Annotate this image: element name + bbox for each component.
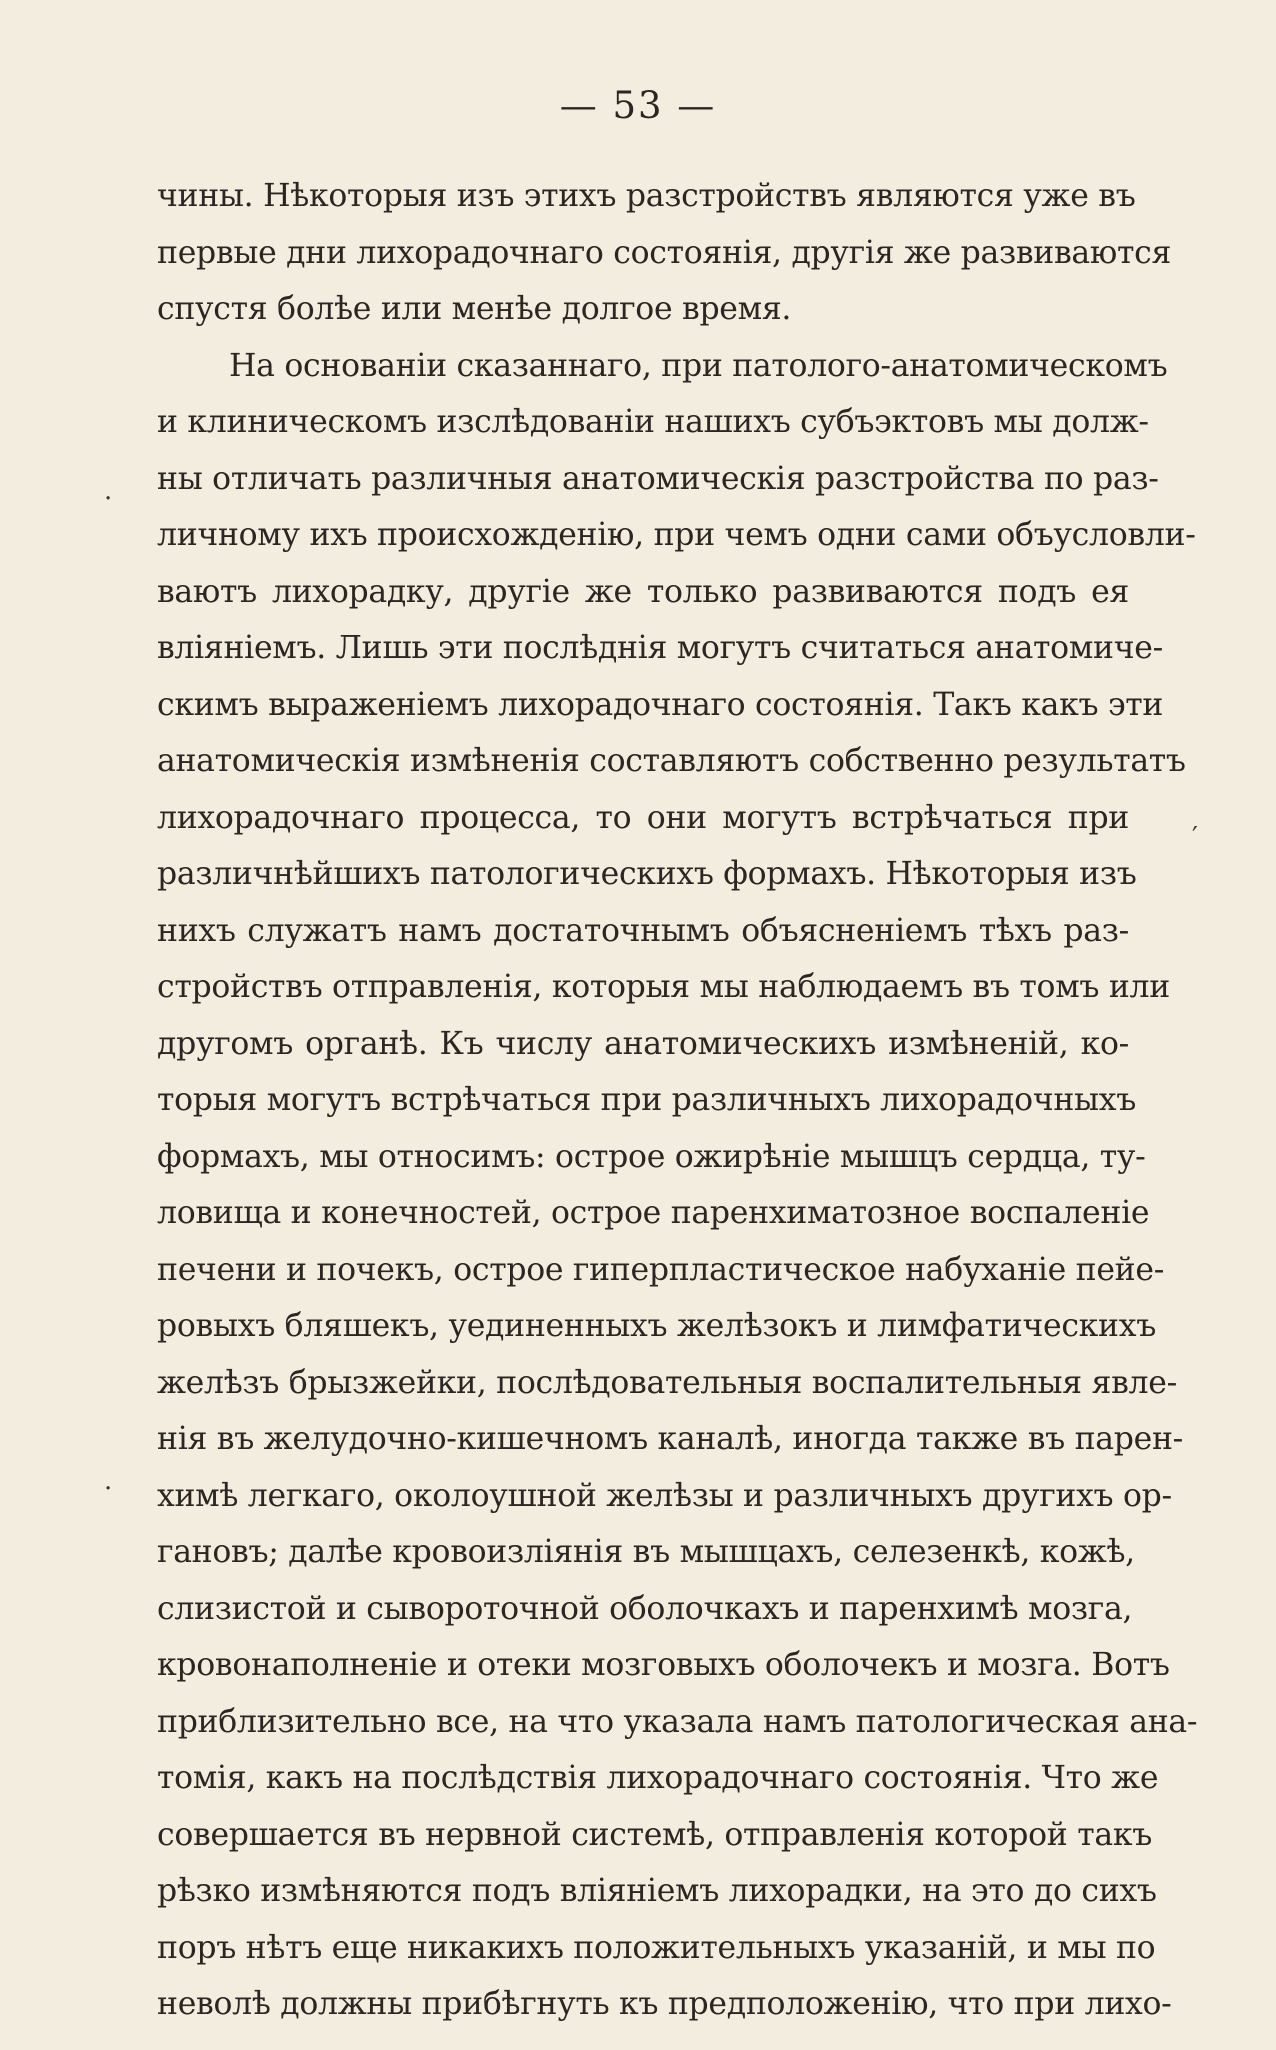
text-line: кровонаполненіе и отеки мозговыхъ оболочекъ и мозга. Вотъ: [157, 1647, 1170, 1683]
text-line: формахъ, мы относимъ: острое ожирѣніе мышцъ сердца, ту-: [157, 1138, 1146, 1175]
text-line: ваютъ лихорадку, другіе же только развиваются подъ ея: [157, 573, 1129, 610]
text-line: печени и почекъ, острое гиперпластическое набуханіе пейе-: [157, 1251, 1165, 1288]
text-line: и клиническомъ изслѣдованіи нашихъ субъэктовъ мы долж-: [157, 404, 1149, 440]
text-line: ровыхъ бляшекъ, уединенныхъ желѣзокъ и лимфатическихъ: [157, 1308, 1156, 1344]
text-line: ны отличать различныя анатомическія разстройства по раз-: [157, 460, 1159, 497]
text-line: желѣзъ брызжейки, послѣдовательныя воспалительныя явле-: [157, 1364, 1177, 1401]
page-number: — 53 —: [559, 84, 717, 127]
text-line: нихъ служатъ намъ достаточнымъ объясненіемъ тѣхъ раз-: [157, 912, 1129, 949]
text-line: личному ихъ происхожденію, при чемъ одни сами объусловли-: [157, 517, 1196, 553]
text-line: скимъ выраженіемъ лихорадочнаго состоянія. Такъ какъ эти: [157, 686, 1164, 723]
text-line: совершается въ нервной системѣ, отправленія которой такъ: [157, 1816, 1152, 1853]
text-line: ловища и конечностей, острое паренхиматозное воспаленіе: [157, 1195, 1150, 1231]
text-line: химѣ легкаго, околоушной желѣзы и различныхъ другихъ ор-: [157, 1477, 1172, 1514]
margin-mark: ·: [104, 484, 113, 514]
margin-mark: ·: [104, 1474, 113, 1504]
text-line: спустя болѣе или менѣе долгое время.: [157, 291, 792, 327]
text-line: неволѣ должны прибѣгнуть къ предположенію, что при лихо-: [157, 1986, 1172, 2022]
text-line: поръ нѣтъ еще никакихъ положительныхъ указаній, и мы по: [157, 1929, 1156, 1966]
text-line: томія, какъ на послѣдствія лихорадочнаго состоянія. Что же: [157, 1760, 1159, 1796]
text-line: приблизительно все, на что указала намъ патологическая ана-: [157, 1703, 1198, 1740]
margin-mark: ′: [1192, 822, 1198, 852]
text-line: вліяніемъ. Лишь эти послѣднія могутъ считаться анатомиче-: [157, 630, 1163, 666]
text-line: анатомическія измѣненія составляютъ собственно результатъ: [157, 743, 1186, 779]
text-line: чины. Нѣкоторыя изъ этихъ разстройствъ являются уже въ: [157, 178, 1136, 214]
text-line: первые дни лихорадочнаго состоянія, другія же развиваются: [157, 234, 1172, 271]
body-text: [157, 168, 1198, 2033]
text-line: гановъ; далѣе кровоизліянія въ мышцахъ, селезенкѣ, кожѣ,: [157, 1534, 1135, 1570]
text-line: рѣзко измѣняются подъ вліяніемъ лихорадки, на это до сихъ: [157, 1873, 1157, 1909]
text-line: различнѣйшихъ патологическихъ формахъ. Нѣкоторыя изъ: [157, 856, 1137, 892]
text-line: другомъ органѣ. Къ числу анатомическихъ измѣненій, ко-: [157, 1025, 1129, 1062]
text-line: На основаніи сказаннаго, при патолого-анатомическомъ: [229, 347, 1168, 384]
text-line: слизистой и сывороточной оболочкахъ и паренхимѣ мозга,: [157, 1590, 1133, 1627]
text-line: торыя могутъ встрѣчаться при различныхъ лихорадочныхъ: [157, 1082, 1137, 1118]
text-line: стройствъ отправленія, которыя мы наблюдаемъ въ томъ или: [157, 969, 1170, 1005]
text-line: нія въ желудочно-кишечномъ каналѣ, иногда также въ парен-: [157, 1421, 1183, 1457]
text-line: лихорадочнаго процесса, то они могутъ встрѣчаться при: [157, 799, 1129, 836]
